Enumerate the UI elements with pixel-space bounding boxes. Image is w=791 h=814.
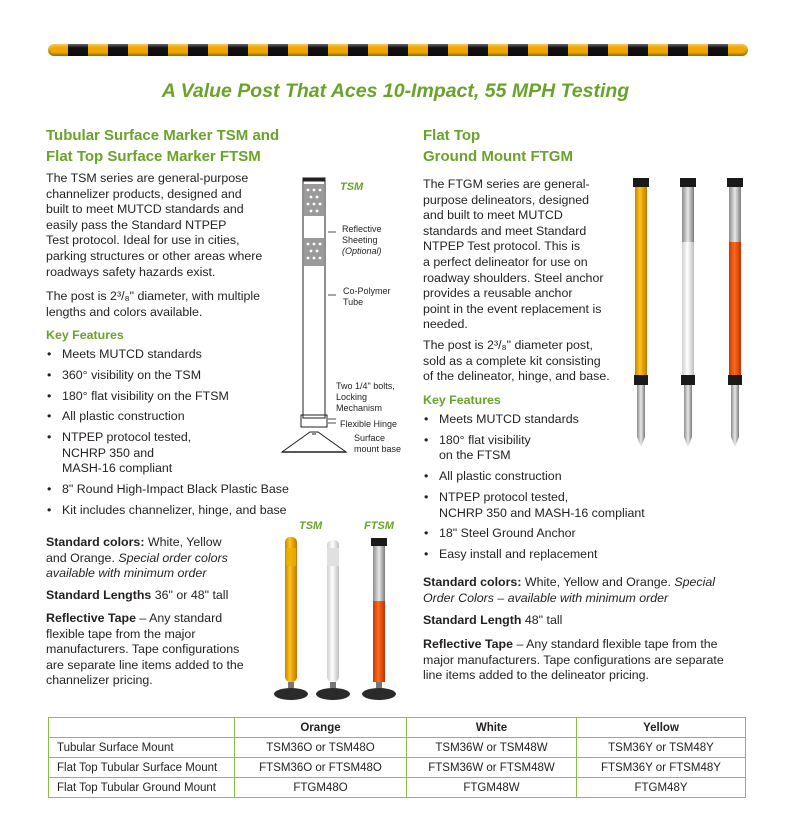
text-line: easily pass the Standard NTPEP — [46, 217, 227, 232]
text-line: Locking — [336, 392, 368, 402]
left-standard-lengths — [46, 588, 228, 604]
orange-ftsm-post — [362, 538, 396, 700]
bolts-label — [336, 381, 395, 414]
label: Standard Lengths — [46, 588, 152, 602]
list-item: • 360° visibility on the TSM — [46, 368, 316, 384]
text-line: roadways safety hazards exist. — [46, 264, 216, 279]
text-line: of the delineator, hinge, and base. — [423, 369, 610, 384]
table-cell: Flat Top Tubular Surface Mount — [49, 758, 235, 778]
striped-header-bar — [48, 44, 748, 56]
text-line: NCHRP 350 and — [62, 445, 155, 460]
text-line: line items added to the delineator pricing. — [423, 668, 649, 683]
text-line: The post is 2³/₈" diameter, with multiple — [46, 289, 261, 303]
table-header-cell — [49, 718, 235, 738]
yellow-ftgm-post — [633, 178, 649, 447]
text-line: Sheeting — [342, 235, 378, 245]
text-line: parking structures or other areas where — [46, 248, 263, 263]
value: White, Yellow and Orange. — [521, 575, 671, 589]
value: and Orange. — [46, 550, 115, 565]
text-line: Test protocol. Ideal for use in cities, — [46, 233, 240, 248]
text-line: NTPEP Test protocol. This is — [423, 239, 581, 254]
text-line: • NTPEP protocol tested, — [439, 489, 569, 504]
table-header-cell: Orange — [235, 718, 407, 738]
text-line: Surface — [354, 433, 386, 443]
table-cell: FTSM36O or FTSM48O — [235, 758, 407, 778]
diagram-tsm-label: TSM — [340, 181, 364, 193]
copolymer-tube-label — [343, 286, 391, 308]
reflective-sheeting-label — [342, 224, 382, 257]
left-reflective-tape — [46, 611, 244, 689]
white-ftgm-post — [680, 178, 696, 447]
label: Standard colors: — [46, 535, 145, 549]
table-cell: Flat Top Tubular Ground Mount — [49, 778, 235, 798]
text-line: flexible tape from the major — [46, 626, 196, 641]
list-item: • All plastic construction — [423, 469, 723, 485]
text-line: purpose delineators, designed — [423, 192, 590, 207]
table-row — [49, 758, 746, 778]
photo-tsm-label: TSM — [299, 520, 323, 532]
table-cell: FTSM36W or FTSM48W — [407, 758, 577, 778]
text-line: major manufacturers. Tape configurations are separate — [423, 652, 724, 667]
table-cell: TSM36W or TSM48W — [407, 738, 577, 758]
text-line: • NTPEP protocol tested, — [62, 430, 192, 445]
left-intro-paragraph — [46, 171, 262, 280]
list-item: • All plastic construction — [46, 409, 316, 425]
table-row — [49, 738, 746, 758]
text-line: Co-Polymer — [343, 286, 391, 296]
list-item: • 8" Round High-Impact Black Plastic Base — [46, 482, 316, 498]
list-item: • 18" Steel Ground Anchor — [423, 526, 723, 542]
list-item: • Meets MUTCD standards — [46, 347, 316, 363]
table-row — [49, 778, 746, 798]
left-title-line-1: Tubular Surface Marker TSM and — [46, 127, 280, 144]
value: 48" tall — [521, 613, 563, 627]
table-cell: FTGM48O — [235, 778, 407, 798]
special-note: available with minimum order — [46, 566, 207, 581]
text-line: a perfect delineator for use on — [423, 254, 588, 269]
table-header-cell: Yellow — [577, 718, 746, 738]
list-item: • Meets MUTCD standards — [423, 412, 723, 428]
ftgm-products-photo — [625, 175, 750, 460]
right-title-line-2: Ground Mount FTGM — [423, 148, 573, 165]
right-section-title — [423, 125, 573, 167]
right-key-features-title: Key Features — [423, 393, 501, 407]
table-cell: TSM36O or TSM48O — [235, 738, 407, 758]
flexible-hinge-label: Flexible Hinge — [340, 419, 398, 429]
surface-mount-base-label — [354, 433, 401, 455]
text-line: NCHRP 350 and MASH-16 compliant — [439, 505, 645, 520]
text-line: are separate line items added to the — [46, 657, 244, 672]
text-line: Mechanism — [336, 403, 383, 413]
list-item: • Kit includes channelizer, hinge, and base — [46, 503, 316, 519]
left-title-line-2: Flat Top Surface Marker FTSM — [46, 148, 261, 165]
table-cell: TSM36Y or TSM48Y — [577, 738, 746, 758]
page-headline: A Value Post That Aces 10-Impact, 55 MPH Testing — [161, 80, 630, 102]
left-key-features-title: Key Features — [46, 328, 124, 342]
text-line: channelizer pricing. — [46, 673, 153, 688]
text-line: lengths and colors available. — [46, 304, 203, 319]
text-line: needed. — [423, 317, 468, 332]
text-line: standards and meet Standard — [423, 223, 587, 238]
label: Reflective Tape — [46, 611, 136, 625]
text-line: Tube — [343, 297, 364, 307]
tsm-diagram — [270, 170, 420, 460]
text-line: MASH-16 compliant — [62, 461, 173, 476]
text-line: The FTGM series are general- — [423, 177, 590, 191]
value: – Any standard flexible tape from the — [512, 637, 718, 651]
right-standard-colors — [423, 575, 715, 606]
text-line: roadway shoulders. Steel anchor — [423, 270, 604, 285]
table-cell: FTGM48Y — [577, 778, 746, 798]
text-line: provides a reusable anchor — [423, 286, 573, 301]
text-line: built to meet MUTCD standards and — [46, 202, 244, 217]
text-line: and built to meet MUTCD — [423, 208, 563, 223]
white-tsm-post — [316, 540, 350, 700]
label: Standard colors: — [423, 575, 522, 589]
product-code-table — [48, 717, 746, 798]
label: Reflective Tape — [423, 637, 513, 651]
orange-ftgm-post — [727, 178, 743, 447]
text-line: manufacturers. Tape configurations — [46, 642, 240, 657]
text-line: • 180° flat visibility — [439, 432, 531, 447]
text-line: Two 1/4" bolts, — [336, 381, 395, 391]
text-line: (Optional) — [342, 246, 382, 256]
table-cell: FTSM36Y or FTSM48Y — [577, 758, 746, 778]
tsm-ftsm-products-photo — [265, 534, 405, 706]
table-header-cell: White — [407, 718, 577, 738]
photo-ftsm-label: FTSM — [364, 520, 394, 532]
list-item — [423, 490, 723, 521]
text-line: channelizer products, designed and — [46, 186, 242, 201]
label: Standard Length — [423, 613, 522, 627]
table-header-row — [49, 718, 746, 738]
text-line: point in the event replacement is — [423, 301, 602, 316]
right-intro-paragraph — [423, 177, 603, 333]
special-note: Special order colors — [114, 550, 228, 565]
text-line: mount base — [354, 444, 402, 454]
text-line: The post is 2³/₈" diameter post, — [423, 338, 593, 352]
right-title-line-1: Flat Top — [423, 127, 481, 144]
right-reflective-tape — [423, 637, 724, 684]
left-diameter-paragraph — [46, 289, 260, 320]
table-cell: FTGM48W — [407, 778, 577, 798]
left-section-title — [46, 125, 279, 167]
text-line: on the FTSM — [439, 448, 511, 463]
text-line: The TSM series are general-purpose — [46, 171, 249, 185]
right-diameter-paragraph — [423, 338, 610, 385]
value: White, Yellow — [144, 535, 222, 549]
text-line: Reflective — [342, 224, 382, 234]
value: – Any standard — [135, 611, 223, 625]
value: 36" or 48" tall — [151, 588, 229, 602]
special-note: Order Colors – available with minimum order — [423, 590, 669, 605]
yellow-tsm-post — [274, 537, 308, 700]
list-item: • 180° flat visibility on the FTSM — [46, 389, 316, 405]
list-item: • Easy install and replacement — [423, 547, 723, 563]
diagram-leader-lines — [328, 232, 336, 423]
special-note: Special — [670, 575, 716, 589]
text-line: sold as a complete kit consisting — [423, 353, 601, 368]
left-standard-colors — [46, 535, 228, 582]
right-standard-length — [423, 613, 562, 629]
table-cell: Tubular Surface Mount — [49, 738, 235, 758]
